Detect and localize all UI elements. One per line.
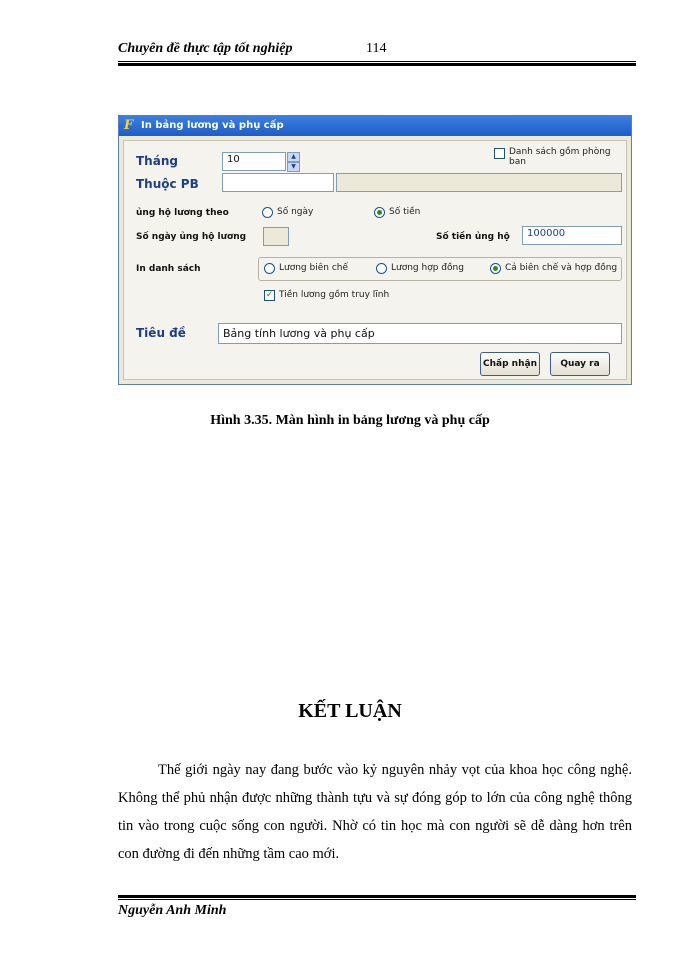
header-rule-thick [118,63,636,66]
so-tien-ung-ho-label: Số tiền ủng hộ [436,232,510,242]
header-title: Chuyên đề thực tập tốt nghiệp [118,41,293,56]
back-button[interactable]: Quay ra [550,352,610,376]
radio-ca-bien-che-hop-dong[interactable] [490,263,501,274]
so-ngay-ung-ho-input [263,227,289,246]
stepper-down-icon[interactable]: ▼ [287,162,300,172]
ds-phong-ban-label: Danh sách gồm phòng ban [509,147,611,167]
section-heading: KẾT LUẬN [298,700,402,722]
ung-ho-luong-theo-label: ủng hộ lương theo [136,208,229,218]
page-number: 114 [366,41,387,56]
so-ngay-ung-ho-label: Số ngày ủng hộ lương [136,232,247,242]
ds-phong-ban-checkbox[interactable] [494,148,505,159]
radio-luong-bien-che[interactable] [264,263,275,274]
thuoc-pb-code-input[interactable] [222,173,334,192]
footer-author: Nguyễn Anh Minh [118,903,227,918]
radio-so-tien[interactable] [374,207,385,218]
truy-linh-checkbox[interactable]: ✓ [265,290,274,300]
luong-bien-che-label: Lương biên chế [279,263,349,273]
footer-rule-thick [118,895,636,898]
radio-so-ngay[interactable] [262,207,273,218]
in-danh-sach-label: In danh sách [136,264,201,274]
thuoc-pb-name-field [336,173,622,192]
accept-button[interactable]: Chấp nhận [480,352,540,376]
app-icon: F [124,118,134,133]
so-tien-option-label: Số tiền [389,207,421,217]
radio-luong-hop-dong[interactable] [376,263,387,274]
dialog-title: In bảng lương và phụ cấp [141,120,284,131]
print-payroll-dialog [118,115,632,385]
dialog-body [123,140,627,380]
conclusion-paragraph: Thế giới ngày nay đang bước vào kỷ nguyên nhảy vọt của khoa học công nghệ. Không thể phủ nhận được những thành tựu và sự đóng góp to lớn của công nghệ thông tin vào trong cuộc sống con người. Nhờ có tin học mà con người sẽ dễ dàng hơn trên con đường đi đến những tầm cao mới. [118,762,632,862]
luong-hop-dong-label: Lương hợp đồng [391,263,464,273]
thang-stepper[interactable] [287,152,298,170]
ca-bien-che-hop-dong-label: Cả biên chế và hợp đồng [505,263,618,273]
so-ngay-option-label: Số ngày [277,207,314,217]
dialog-titlebar [119,116,631,136]
stepper-up-icon[interactable]: ▲ [287,152,300,162]
thuoc-pb-label: Thuộc PB [136,177,199,191]
figure-caption: Hình 3.35. Màn hình in bảng lương và phụ cấp [210,413,490,428]
thang-input[interactable]: 10 [222,152,286,171]
header-rule [118,61,636,62]
so-tien-ung-ho-input[interactable]: 100000 [522,226,622,245]
page-header [118,41,636,63]
truy-linh-label: Tiền lương gồm truy lĩnh [279,290,390,300]
footer-rule [118,899,636,900]
tieu-de-label: Tiêu đề [136,326,186,340]
tieu-de-input[interactable]: Bảng tính lương và phụ cấp [218,323,622,344]
thang-label: Tháng [136,154,178,168]
